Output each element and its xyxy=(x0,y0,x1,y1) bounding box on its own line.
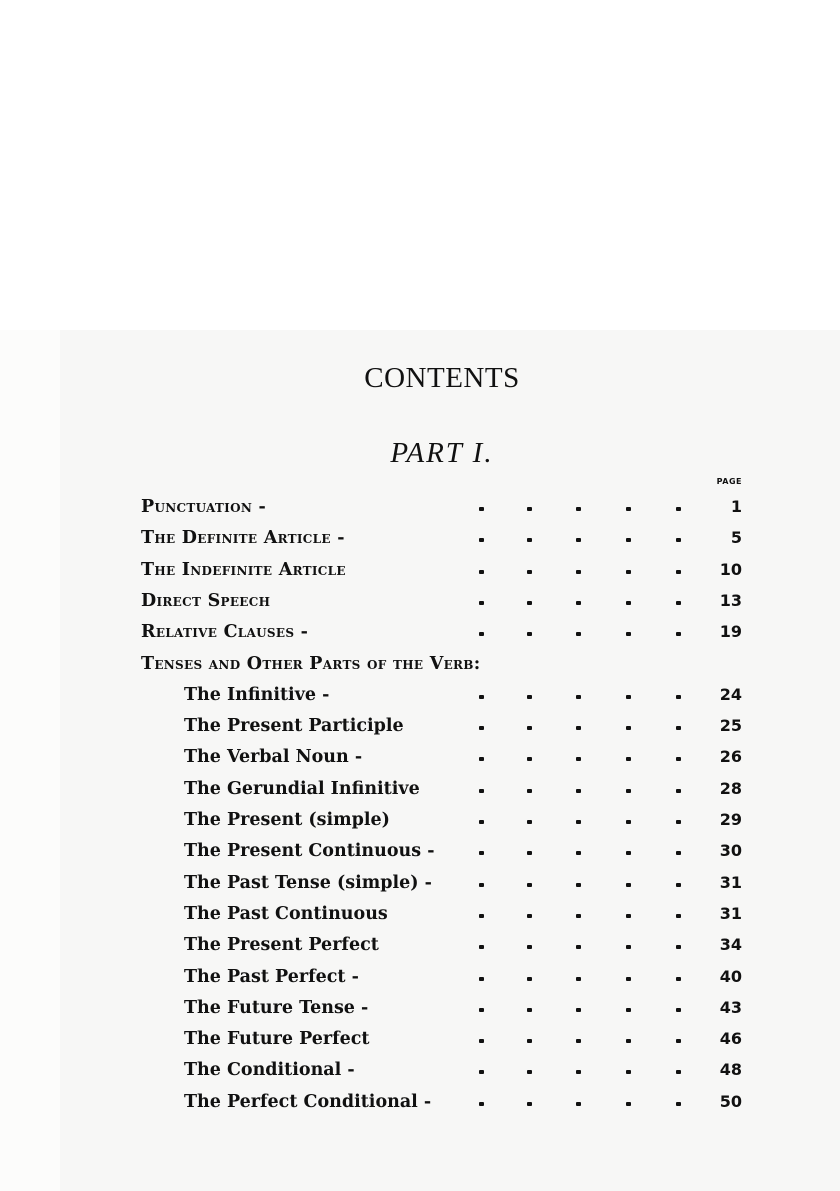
leader-dot xyxy=(576,632,581,636)
leader-dot xyxy=(479,820,484,824)
leader-dot xyxy=(576,538,581,542)
leader-dot xyxy=(676,726,681,730)
toc-entry-label: The Future Perfect xyxy=(184,1029,370,1049)
leader-dot xyxy=(479,851,484,855)
leader-dot xyxy=(576,820,581,824)
toc-entry[interactable] xyxy=(0,525,840,551)
leader-dot xyxy=(676,883,681,887)
leader-dot xyxy=(527,757,532,761)
leader-dot xyxy=(626,1039,631,1043)
leader-dot xyxy=(576,914,581,918)
leader-dot xyxy=(626,977,631,981)
toc-entry[interactable] xyxy=(0,901,840,927)
toc-entry[interactable] xyxy=(0,557,840,583)
leader-dot xyxy=(626,632,631,636)
toc-entry-page: 5 xyxy=(730,528,742,547)
leader-dot xyxy=(576,570,581,574)
leader-dot xyxy=(479,538,484,542)
leader-dot xyxy=(676,757,681,761)
leader-dot xyxy=(479,914,484,918)
toc-entry-page: 43 xyxy=(719,998,742,1017)
leader-dot xyxy=(626,945,631,949)
toc-entry-label: The Infinitive - xyxy=(184,685,330,705)
leader-dot xyxy=(626,851,631,855)
leader-dot xyxy=(527,1039,532,1043)
leader-dot xyxy=(626,726,631,730)
leader-dot xyxy=(676,977,681,981)
toc-entry-label: The Past Tense (simple) - xyxy=(184,873,432,893)
leader-dot xyxy=(676,538,681,542)
toc-entry-label: Direct Speech xyxy=(141,591,271,611)
leader-dot xyxy=(576,945,581,949)
leader-dot xyxy=(527,820,532,824)
leader-dot xyxy=(479,695,484,699)
toc-entry-label: The Future Tense - xyxy=(184,998,369,1018)
toc-entry[interactable] xyxy=(0,964,840,990)
toc-entry[interactable] xyxy=(0,588,840,614)
toc-entry-page: 13 xyxy=(719,591,742,610)
toc-entry-label: The Perfect Conditional - xyxy=(184,1092,432,1112)
toc-entry-page: 31 xyxy=(719,873,742,892)
toc-entry-label: The Indefinite Article xyxy=(141,560,346,580)
leader-dot xyxy=(576,789,581,793)
toc-entry[interactable] xyxy=(0,713,840,739)
leader-dot xyxy=(479,507,484,511)
leader-dot xyxy=(527,507,532,511)
leader-dot xyxy=(626,570,631,574)
toc-entry[interactable] xyxy=(0,776,840,802)
leader-dot xyxy=(479,1039,484,1043)
toc-entry[interactable] xyxy=(0,995,840,1021)
leader-dot xyxy=(479,945,484,949)
leader-dot xyxy=(479,1008,484,1012)
leader-dot xyxy=(479,757,484,761)
leader-dot xyxy=(626,695,631,699)
leader-dot xyxy=(576,1070,581,1074)
leader-dot xyxy=(676,1102,681,1106)
page-title: CONTENTS xyxy=(364,362,520,394)
leader-dot xyxy=(676,789,681,793)
leader-dot xyxy=(676,1070,681,1074)
leader-dot xyxy=(479,883,484,887)
leader-dot xyxy=(676,570,681,574)
leader-dot xyxy=(527,632,532,636)
leader-dot xyxy=(676,851,681,855)
toc-entry[interactable] xyxy=(0,838,840,864)
toc-entry-label: The Present Perfect xyxy=(184,935,379,955)
toc-entry[interactable] xyxy=(0,1026,840,1052)
toc-entry[interactable] xyxy=(0,807,840,833)
leader-dot xyxy=(576,726,581,730)
toc-entry-label: The Past Perfect - xyxy=(184,967,359,987)
leader-dot xyxy=(626,757,631,761)
leader-dot xyxy=(479,1102,484,1106)
leader-dot xyxy=(626,538,631,542)
leader-dot xyxy=(676,695,681,699)
toc-entry-page: 46 xyxy=(719,1029,742,1048)
leader-dot xyxy=(527,914,532,918)
leader-dot xyxy=(626,601,631,605)
leader-dot xyxy=(527,570,532,574)
toc-entry[interactable] xyxy=(0,651,840,677)
leader-dot xyxy=(676,820,681,824)
leader-dot xyxy=(676,632,681,636)
leader-dot xyxy=(479,1070,484,1074)
leader-dot xyxy=(527,977,532,981)
leader-dot xyxy=(576,851,581,855)
leader-dot xyxy=(676,507,681,511)
toc-entry-label: Relative Clauses - xyxy=(141,622,309,642)
toc-entry-page: 26 xyxy=(719,747,742,766)
toc-entry-page: 10 xyxy=(719,560,742,579)
toc-entry-page: 30 xyxy=(719,841,742,860)
leader-dot xyxy=(527,789,532,793)
leader-dot xyxy=(626,883,631,887)
leader-dot xyxy=(676,601,681,605)
leader-dot xyxy=(527,601,532,605)
leader-dot xyxy=(527,726,532,730)
toc-entry[interactable] xyxy=(0,494,840,520)
leader-dot xyxy=(576,695,581,699)
leader-dot xyxy=(576,757,581,761)
toc-entry-label: The Present (simple) xyxy=(184,810,390,830)
leader-dot xyxy=(676,945,681,949)
leader-dot xyxy=(626,507,631,511)
leader-dot xyxy=(676,1039,681,1043)
toc-entry-page: 28 xyxy=(719,779,742,798)
toc-entry[interactable] xyxy=(0,744,840,770)
leader-dot xyxy=(479,789,484,793)
toc-entry-page: 19 xyxy=(719,622,742,641)
leader-dot xyxy=(479,726,484,730)
leader-dot xyxy=(576,1039,581,1043)
part-heading: PART I. xyxy=(390,437,494,469)
toc-entry-page: 24 xyxy=(719,685,742,704)
leader-dot xyxy=(479,977,484,981)
leader-dot xyxy=(626,914,631,918)
leader-dot xyxy=(527,538,532,542)
leader-dot xyxy=(676,1008,681,1012)
leader-dot xyxy=(479,601,484,605)
leader-dot xyxy=(676,914,681,918)
toc-entry-label: The Conditional - xyxy=(184,1060,355,1080)
leader-dot xyxy=(576,1008,581,1012)
leader-dot xyxy=(576,977,581,981)
leader-dot xyxy=(527,945,532,949)
toc-entry-page: 50 xyxy=(719,1092,742,1111)
leader-dot xyxy=(527,851,532,855)
toc-entry[interactable] xyxy=(0,682,840,708)
leader-dot xyxy=(527,695,532,699)
toc-entry[interactable] xyxy=(0,619,840,645)
toc-entry-page: 31 xyxy=(719,904,742,923)
toc-entry-page: 34 xyxy=(719,935,742,954)
toc-entry[interactable] xyxy=(0,1089,840,1115)
toc-entry-label: The Past Continuous xyxy=(184,904,388,924)
toc-entry[interactable] xyxy=(0,870,840,896)
leader-dot xyxy=(479,632,484,636)
leader-dot xyxy=(576,883,581,887)
toc-entry-label: The Gerundial Infinitive xyxy=(184,779,420,799)
leader-dot xyxy=(626,820,631,824)
leader-dot xyxy=(479,570,484,574)
toc-entry-label: Tenses and Other Parts of the Verb: xyxy=(141,654,481,674)
toc-entry-label: The Definite Article - xyxy=(141,528,345,548)
leader-dot xyxy=(527,1102,532,1106)
leader-dot xyxy=(527,1070,532,1074)
leader-dot xyxy=(576,601,581,605)
page-column-label: PAGE xyxy=(716,477,742,486)
toc-entry[interactable] xyxy=(0,932,840,958)
toc-entry-page: 40 xyxy=(719,967,742,986)
leader-dot xyxy=(527,883,532,887)
toc-entry[interactable] xyxy=(0,1057,840,1083)
leader-dot xyxy=(626,789,631,793)
leader-dot xyxy=(626,1070,631,1074)
leader-dot xyxy=(527,1008,532,1012)
toc-entry-label: Punctuation - xyxy=(141,497,267,517)
toc-entry-page: 48 xyxy=(719,1060,742,1079)
toc-entry-label: The Present Continuous - xyxy=(184,841,435,861)
toc-entry-page: 1 xyxy=(730,497,742,516)
leader-dot xyxy=(626,1008,631,1012)
leader-dot xyxy=(576,1102,581,1106)
toc-entry-label: The Verbal Noun - xyxy=(184,747,363,767)
leader-dot xyxy=(576,507,581,511)
toc-entry-page: 25 xyxy=(719,716,742,735)
leader-dot xyxy=(626,1102,631,1106)
toc-entry-label: The Present Participle xyxy=(184,716,404,736)
toc-entry-page: 29 xyxy=(719,810,742,829)
